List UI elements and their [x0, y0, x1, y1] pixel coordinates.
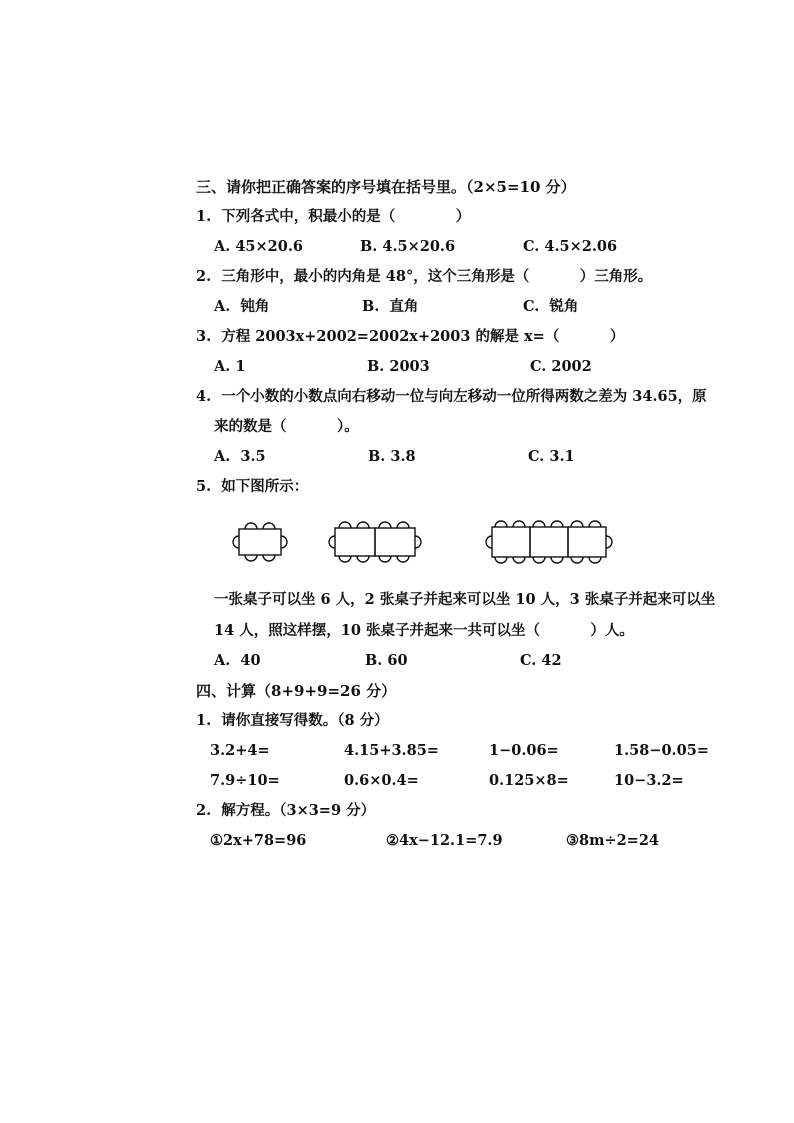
q1-stem: 1. 下列各式中，积最小的是（ ） — [196, 208, 471, 225]
equation-item-1: ①2x+78=96 — [210, 832, 307, 849]
q4-stem-continued: 来的数是（ ）。 — [214, 418, 359, 435]
q5-text-line1: 一张桌子可以坐 6 人，2 张桌子并起来可以坐 10 人，3 张桌子并起来可以坐 — [214, 591, 716, 608]
q3-stem: 3. 方程 2003x+2002=2002x+2003 的解是 x=（ ） — [196, 328, 625, 345]
q5-stem: 5. 如下图所示： — [196, 478, 309, 495]
q4-stem: 4. 一个小数的小数点向右移动一位与向左移动一位所得两数之差为 34.65，原 — [196, 388, 707, 405]
q2-option-b[interactable]: B. 直角 — [362, 298, 419, 315]
calc-q1-stem: 1. 请你直接写得数。（8 分） — [196, 712, 389, 729]
q4-option-a[interactable]: A. 3.5 — [214, 448, 266, 465]
one-table-figure — [233, 523, 287, 561]
q1-option-a[interactable]: A. 45×20.6 — [214, 238, 303, 255]
q3-option-a[interactable]: A. 1 — [214, 358, 246, 375]
q5-option-a[interactable]: A. 40 — [214, 652, 261, 669]
q4-option-c[interactable]: C. 3.1 — [528, 448, 575, 465]
tables-diagram — [225, 512, 615, 572]
section3-title: 三、请你把正确答案的序号填在括号里。（2×5=10 分） — [196, 178, 576, 196]
q2-option-a[interactable]: A. 钝角 — [214, 298, 270, 315]
calc-item: 7.9÷10= — [210, 772, 280, 789]
calc-item: 0.6×0.4= — [344, 772, 419, 789]
calc-item: 0.125×8= — [489, 772, 569, 789]
calc-item: 3.2+4= — [210, 742, 270, 759]
two-tables-figure — [329, 522, 421, 562]
q5-text-line2: 14 人，照这样摆，10 张桌子并起来一共可以坐（ ）人。 — [214, 622, 634, 639]
q5-option-b[interactable]: B. 60 — [365, 652, 408, 669]
q5-option-c[interactable]: C. 42 — [520, 652, 562, 669]
q3-option-b[interactable]: B. 2003 — [367, 358, 430, 375]
calc-item: 1−0.06= — [489, 742, 559, 759]
q2-stem: 2. 三角形中，最小的内角是 48°，这个三角形是（ ）三角形。 — [196, 268, 653, 285]
calc-item: 1.58−0.05= — [614, 742, 709, 759]
equation-item-2: ②4x−12.1=7.9 — [386, 832, 503, 849]
q2-option-c[interactable]: C. 锐角 — [523, 298, 579, 315]
three-tables-figure — [486, 521, 612, 563]
section4-title: 四、计算（8+9+9=26 分） — [196, 682, 397, 700]
calc-item: 4.15+3.85= — [344, 742, 439, 759]
q3-option-c[interactable]: C. 2002 — [530, 358, 592, 375]
q4-option-b[interactable]: B. 3.8 — [368, 448, 416, 465]
q1-option-c[interactable]: C. 4.5×2.06 — [523, 238, 618, 255]
calc-q2-stem: 2. 解方程。（3×3=9 分） — [196, 802, 376, 819]
equation-item-3: ③8m÷2=24 — [566, 832, 659, 849]
q1-option-b[interactable]: B. 4.5×20.6 — [360, 238, 456, 255]
calc-item: 10−3.2= — [614, 772, 684, 789]
